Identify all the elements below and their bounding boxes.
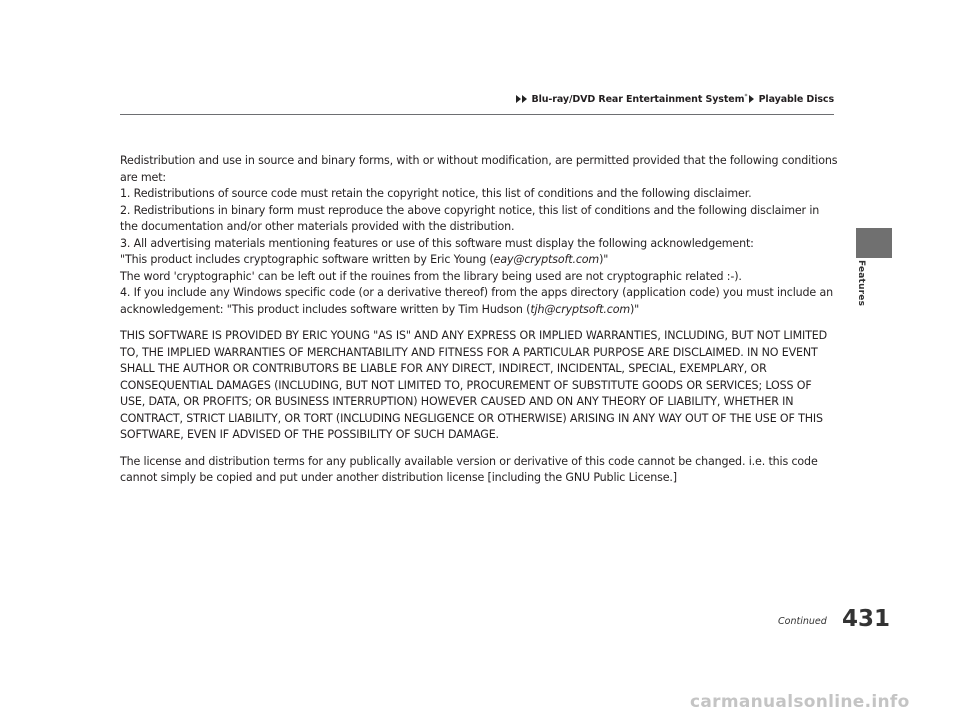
email-tjh: tjh@cryptsoft.com [530, 302, 630, 316]
breadcrumb-subsection: Playable Discs [758, 94, 834, 105]
email-eay: eay@cryptsoft.com [493, 253, 600, 266]
cryptographic-note: The word 'cryptographic' can be left out if the rouines from the library being used are not cryptographic related :-). [120, 269, 742, 283]
section-tab-label: Features [856, 260, 866, 307]
footnote-asterisk: * [744, 93, 748, 100]
conditions-block [120, 153, 840, 318]
section-tab [856, 228, 892, 258]
watermark: carmanualsonline.info [690, 692, 910, 712]
breadcrumb-section: Blu-ray/DVD Rear Entertainment System [531, 94, 745, 105]
intro-paragraph: Redistribution and use in source and binary forms, with or without modification, are permitted provided that the following conditions are met: [120, 154, 838, 184]
condition-2: 2. Redistributions in binary form must reproduce the above copyright notice, this list of conditions and the following disclaimer in the documentation and/or other materials provided with the distribution. [120, 203, 820, 233]
arrow-right-icon [516, 95, 521, 103]
condition-1: 1. Redistributions of source code must retain the copyright notice, this list of conditions and the following disclaimer. [120, 187, 752, 200]
page-number: 431 [842, 606, 891, 632]
condition-4: 4. If you include any Windows specific code (or a derivative thereof) from the apps directory (application code) you must include an acknowledgement: "This product includes software written by Tim Hudson (tjh@cryptsoft.com)" [120, 286, 834, 316]
arrow-right-icon [522, 95, 527, 103]
breadcrumb [120, 93, 834, 105]
continued-label: Continued [778, 616, 827, 627]
condition-3: 3. All advertising materials mentioning features or use of this software must display the following acknowledgement: [120, 236, 754, 250]
license-note-paragraph: The license and distribution terms for any publically available version or derivative of this code cannot be changed. i.e. this code cannot simply be copied and put under another distribution license [including the GNU Public License.] [120, 454, 818, 484]
acknowledgement-quote: "This product includes cryptographic software written by Eric Young (eay@cryptsoft.com)" [120, 253, 609, 266]
disclaimer-paragraph: THIS SOFTWARE IS PROVIDED BY ERIC YOUNG "AS IS" AND ANY EXPRESS OR IMPLIED WARRANTIES, INCLUDING, BUT NOT LIMITED TO, THE IMPLIED WARRANTIES OF MERCHANTABILITY AND FITNESS FOR A PARTICULAR PURPOSE ARE DISCLAIMED. IN NO EVENT SHALL THE AUTHOR OR CONTRIBUTORS BE LIABLE FOR ANY DIRECT, INDIRECT, INCIDENTAL, SPECIAL, EXEMPLARY, OR CONSEQUENTIAL DAMAGES (INCLUDING, BUT NOT LIMITED TO, PROCUREMENT OF SUBSTITUTE GOODS OR SERVICES; LOSS OF USE, DATA, OR PROFITS; OR BUSINESS INTERRUPTION) HOWEVER CAUSED AND ON ANY THEORY OF LIABILITY, WHETHER IN CONTRACT, STRICT LIABILITY, OR TORT (INCLUDING NEGLIGENCE OR OTHERWISE) ARISING IN ANY WAY OUT OF THE USE OF THIS SOFTWARE, EVEN IF ADVISED OF THE POSSIBILITY OF SUCH DAMAGE. [120, 329, 827, 441]
arrow-right-icon [749, 95, 754, 103]
header-divider [120, 114, 834, 115]
license-text [120, 153, 840, 487]
